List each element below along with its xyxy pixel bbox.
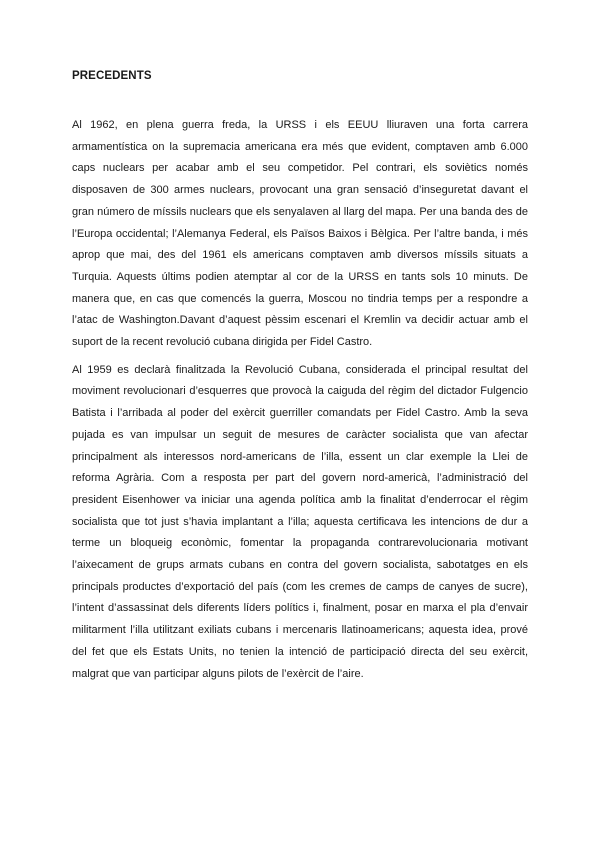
document-page — [72, 70, 528, 691]
paragraph-1: Al 1962, en plena guerra freda, la URSS i els EEUU lliuraven una forta carrera armamentística on la supremacia americana era més que evident, comptaven amb 6.000 caps nuclears per acabar amb el seu competidor. Pel contrari, els soviètics només disposaven de 300 armes nuclears, provocant una gran sensació d’inseguretat davant el gran número de míssils nuclears que els senyalaven al llarg del mapa. Per una banda des de l’Europa occidental; l’Alemanya Federal, els Països Baixos i Bèlgica. Per l’altre banda, i més aprop que mai, des del 1961 els americans comptaven amb diversos míssils situats a Turquia. Aquests últims podien atemptar al cor de la URSS en tants sols 10 minuts. De manera que, en cas que comencés la guerra, Moscou no tindria temps per a respondre a l’atac de Washington.Davant d’aquest pèssim escenari el Kremlin va decidir actuar amb el suport de la recent revolució cubana dirigida per Fidel Castro. — [72, 119, 528, 349]
section-heading: PRECEDENTS — [72, 70, 152, 82]
paragraph-2: Al 1959 es declarà finalitzada la Revolució Cubana, considerada el principal resultat del moviment revolucionari d’esquerres que provocà la caiguda del règim del dictador Fulgencio Batista i l’arribada al poder del exèrcit guerriller comandats per Fidel Castro. Amb la seva pujada es van impulsar un seguit de mesures de caràcter socialista que van afectar principalment als interessos nord-americans de l’illa, essent un clar exemple la Llei de reforma Agrària. Com a resposta per part del govern nord-americà, l’administració del president Eisenhower va iniciar una agenda política amb la finalitat d’enderrocar el règim socialista que tot just s’havia implantant a l’illa; aquesta certificava les intencions de dur a terme un bloqueig econòmic, fomentar la propaganda contrarevolucionaria motivant l’aixecament de grups armats cubans en contra del govern socialista, sabotatges en els principals productes d’exportació del país (com les cremes de camps de canyes de sucre), l’intent d’assassinat dels diferents líders polítics i, finalment, posar en marxa el pla d’envair militarment l’illa utilitzant exiliats cubans i mercenaris llatinoamericans; aquesta idea, prové del fet que els Estats Units, no tenien la intenció de participació directa del seu exèrcit, malgrat que van participar alguns pilots de l’exèrcit de l’aire. — [72, 363, 528, 680]
